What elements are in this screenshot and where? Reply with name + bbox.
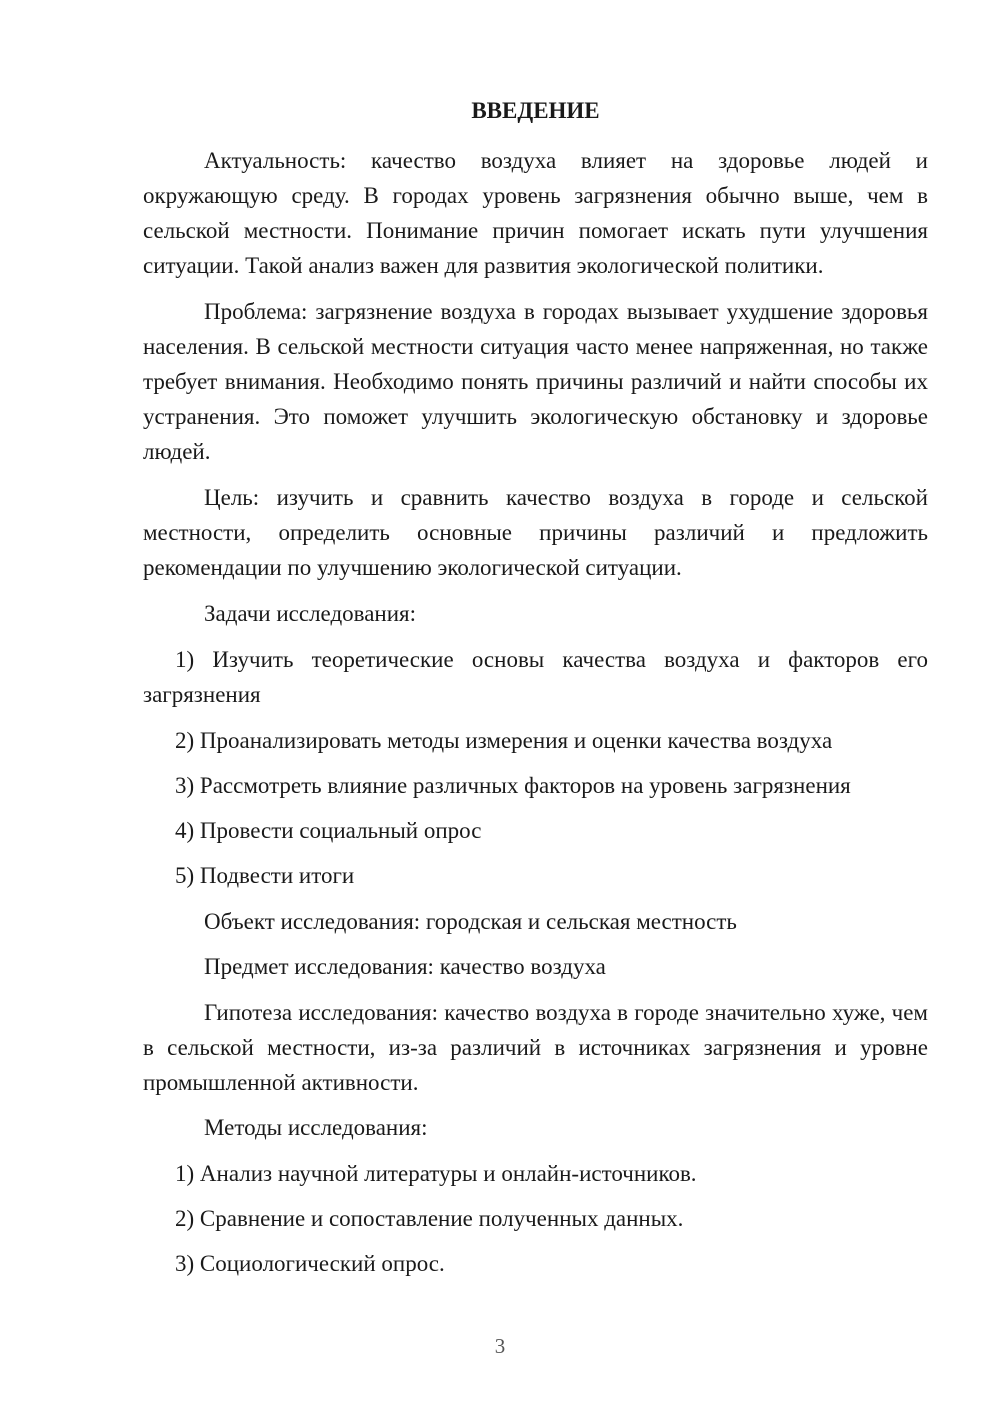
object-line: Объект исследования: городская и сельская местность: [204, 909, 737, 934]
subject-line: Предмет исследования: качество воздуха: [204, 954, 606, 979]
method-item-1: 1) Анализ научной литературы и онлайн-источников.: [175, 1161, 697, 1186]
page-title: ВВЕДЕНИЕ: [471, 98, 600, 123]
method-item-2: 2) Сравнение и сопоставление полученных данных.: [175, 1206, 684, 1231]
goal-paragraph: Цель: изучить и сравнить качество воздуха в городе и сельской местности, определить основные причины различий и предложить рекомендации по улучшению экологической ситуации.: [143, 485, 928, 580]
methods-heading: Методы исследования:: [204, 1115, 428, 1140]
page-number: 3: [494, 1334, 506, 1358]
relevance-paragraph: Актуальность: качество воздуха влияет на здоровье людей и окружающую среду. В городах уровень загрязнения обычно выше, чем в сельской местности. Понимание причин помогает искать пути улучшения ситуации. Такой анализ важен для развития экологической политики.: [143, 148, 928, 278]
task-item-5: 5) Подвести итоги: [175, 863, 355, 888]
problem-paragraph: Проблема: загрязнение воздуха в городах вызывает ухудшение здоровья населения. В сельской местности ситуация часто менее напряженная, но также требует внимания. Необходимо понять причины различий и найти способы их устранения. Это поможет улучшить экологическую обстановку и здоровье людей.: [143, 299, 928, 464]
task-item-3: 3) Рассмотреть влияние различных факторов на уровень загрязнения: [175, 773, 851, 798]
task-item-1: 1) Изучить теоретические основы качества воздуха и факторов его загрязнения: [143, 647, 928, 707]
tasks-heading: Задачи исследования:: [204, 601, 417, 626]
hypothesis-paragraph: Гипотеза исследования: качество воздуха в городе значительно хуже, чем в сельской местности, из-за различий в источниках загрязнения и уровне промышленной активности.: [143, 1000, 928, 1095]
method-item-3: 3) Социологический опрос.: [175, 1251, 445, 1276]
task-item-4: 4) Провести социальный опрос: [175, 818, 482, 843]
task-item-2: 2) Проанализировать методы измерения и оценки качества воздуха: [175, 728, 833, 753]
